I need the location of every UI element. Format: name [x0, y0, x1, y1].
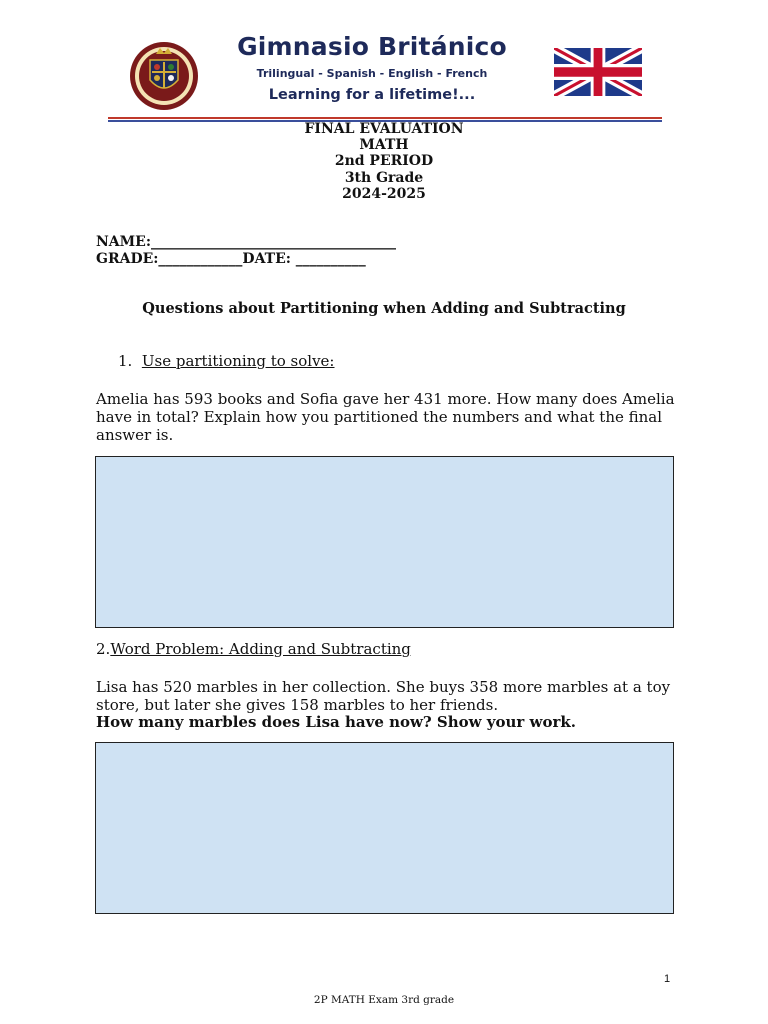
question-1-answer-box[interactable] [95, 456, 674, 628]
question-1-number: 1. [118, 352, 133, 370]
exam-title: FINAL EVALUATION [304, 121, 464, 137]
question-2-number: 2. [96, 640, 111, 658]
question-2-heading [96, 640, 676, 658]
page-footer: 2P MATH Exam 3rd grade [313, 994, 455, 1006]
grade-date-field[interactable]: GRADE:____________DATE: __________ [96, 251, 366, 267]
question-1-heading [118, 352, 335, 370]
question-2-answer-box[interactable] [95, 742, 674, 914]
exam-subject: MATH [359, 137, 409, 153]
school-name: Gimnasio Británico [237, 32, 507, 61]
page-number: 1 [664, 973, 671, 985]
question-2-prompt: How many marbles does Lisa have now? Show your work. [96, 713, 576, 731]
question-2-label: Word Problem: Adding and Subtracting [110, 640, 411, 658]
question-2-text: Lisa has 520 marbles in her collection. She buys 358 more marbles at a toy store, but later she gives 158 marbles to her friends. [96, 678, 671, 714]
exam-year: 2024-2025 [342, 186, 426, 202]
exam-period: 2nd PERIOD [334, 153, 434, 169]
uk-flag-icon [554, 48, 642, 96]
question-1-text: Amelia has 593 books and Sofia gave her 431 more. How many does Amelia have in total? Explain how you partitioned the numbers and what the final answer is. [96, 390, 675, 444]
section-heading: Questions about Partitioning when Adding and Subtracting [142, 300, 626, 317]
school-languages: Trilingual - Spanish - English - French [256, 67, 488, 80]
school-seal-icon [124, 40, 204, 112]
header-divider-red [108, 117, 662, 119]
exam-grade: 3th Grade [344, 170, 424, 186]
question-1-label: Use partitioning to solve: [141, 352, 335, 370]
name-field[interactable]: NAME:___________________________________ [96, 234, 396, 250]
school-motto: Learning for a lifetime!... [268, 87, 476, 103]
